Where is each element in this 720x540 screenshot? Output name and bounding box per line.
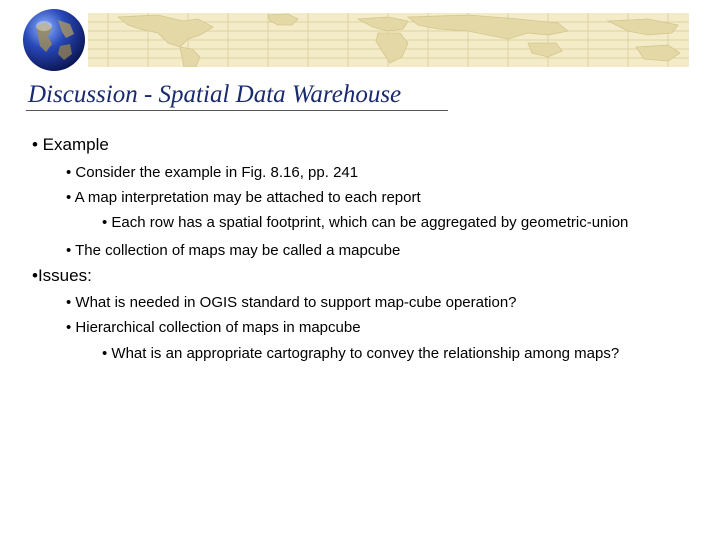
- bullet-mapcube: • The collection of maps may be called a mapcube: [66, 242, 401, 259]
- world-map-icon: [88, 13, 689, 67]
- bullet-map-interpretation: • A map interpretation may be attached to each report: [66, 189, 421, 206]
- slide-title: Discussion - Spatial Data Warehouse: [28, 81, 402, 108]
- bullet-example: • Example: [32, 135, 109, 154]
- bullet-spatial-footprint: • Each row has a spatial footprint, which can be aggregated by geometric-union: [102, 214, 629, 231]
- globe-icon: [22, 8, 86, 72]
- bullet-cartography: • What is an appropriate cartography to convey the relationship among maps?: [102, 345, 620, 362]
- bullet-issues: •Issues:: [32, 266, 92, 285]
- slide-title-container: [28, 80, 401, 110]
- title-underline: [26, 110, 448, 111]
- bullet-hierarchical-collection: • Hierarchical collection of maps in mapcube: [66, 319, 361, 336]
- bullet-ogis-standard: • What is needed in OGIS standard to support map-cube operation?: [66, 294, 517, 311]
- header-map-banner: [88, 13, 689, 67]
- bullet-consider-example: • Consider the example in Fig. 8.16, pp. 241: [66, 164, 359, 181]
